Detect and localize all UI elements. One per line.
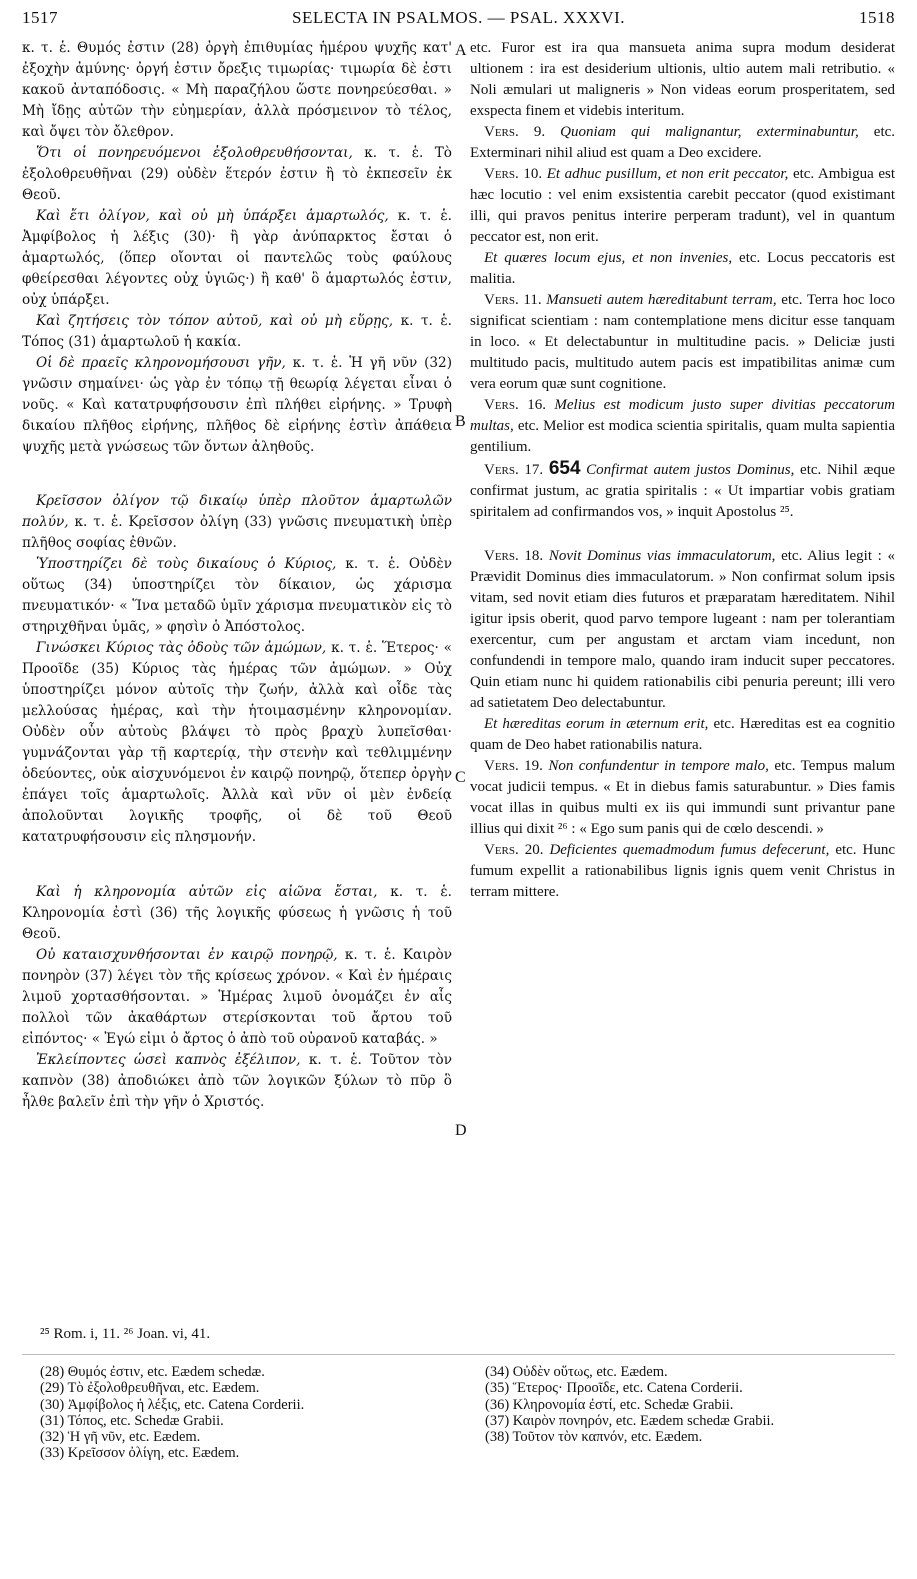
page-header	[22, 8, 895, 34]
latin-paragraph: Vers. 20. Deficientes quemadmodum fumus defecerunt, etc. Hunc fumum expellit a rationabilibus lignis ignis quem venit Christus in terram mittere.	[470, 842, 895, 900]
greek-paragraph: Ὑποστηρίζει δὲ τοὺς δικαίους ὁ Κύριος, κ. τ. ἑ. Οὐδὲν οὕτως (34) ὑποστηρίζει τὸν δίκαιον, ὡς χάρισμα πνευματικόν· « Ἵνα μεταδῶ ὑμῖν χάρισμα πνευματικὸν εἰς τὸ στηριχθῆναι ὑμᾶς, » φησὶν ὁ Ἀπόστολος.	[22, 556, 452, 635]
greek-paragraph: Κρεῖσσον ὀλίγον τῷ δικαίῳ ὑπὲρ πλοῦτον ἁμαρτωλῶν πολύν, κ. τ. ἑ. Κρεῖσσον ὀλίγη (33) γνῶσις πνευματικὴ ὑπὲρ πλῆθος σοφίας ἐθνῶν.	[22, 493, 452, 551]
latin-column	[470, 38, 895, 903]
greek-paragraph: Γινώσκει Κύριος τὰς ὁδοὺς τῶν ἀμώμων, κ. τ. ἑ. Ἕτερος· « Προοῖδε (35) Κύριος τὰς ἡμέρας τῶν ἀμώμων. » Οὐχ ὑποστηρίζει μόνον αὐτοῖς τὴν ζωήν, ἀλλὰ καὶ οἶδε τὰς μελλούσας ἡμέρας, καὶ τὴν ἡτοιμασμένην κληρονομίαν. Οὐδὲν οὖν αὐτοὺς βλάψει τὸ πρὸς βραχὺ λυπεῖσθαι· γυμνάζονται γὰρ τῇ καρτερίᾳ, τὴν στενὴν καὶ τεθλιμμένην ὁδεύοντες, οὐκ αἰσχυνόμενοι ἐν καιρῷ πονηρῷ, ὅτεπερ ὀργὴν ἐπάγει τοῖς ἁμαρτωλοῖς. Ἀλλὰ καὶ νῦν οἱ μὲν ἐνδείᾳ ἀπολοῦνται λογικῆς τροφῆς, οἱ δὲ τοῦ Θεοῦ κατατρυφήσουσιν εἰς πλησμονήν.	[22, 640, 452, 845]
margin-letter-d: D	[455, 1122, 467, 1139]
footnote-references: ²⁵ Rom. i, 11. ²⁶ Joan. vi, 41.	[40, 1326, 211, 1342]
footnote: (31) Τόπος, etc. Schedæ Grabii.	[40, 1412, 224, 1429]
footnote: (38) Τοῦτον τὸν καπνόν, etc. Eædem.	[485, 1429, 703, 1446]
greek-paragraph: Οἱ δὲ πραεῖς κληρονομήσουσι γῆν, κ. τ. ἑ. Ἡ γῆ νῦν (32) γνῶσιν σημαίνει· ὡς γὰρ ἐν τόπῳ τῇ θεωρίᾳ λέγεται εἶναι ὁ νοῦς. « Καὶ κατατρυφήσουσιν ἐπὶ πλήθει εἰρήνης. » Τρυφὴ δικαίου πλῆθος εἰρήνης, πλῆθος δὲ εἰρήνης ἐστὶν ἀπάθεια ψυχῆς μετὰ γνώσεως τῶν ὄντων ἀληθοῦς.	[22, 355, 452, 455]
latin-paragraph: Vers. 18. Novit Dominus vias immaculatorum, etc. Alius legit : « Prævidit Dominus dies immaculatorum. » Non confirmat solum ipsis vitam, sed novit etiam dies futuros et præparatam hæreditatem. Nihil igitur ipsis oberit, quod parvo tempore lugeant : nam per tolerantiam exercentur, cum per angustam et arctam viam incedunt, non confundendi in tempore malo, quando iram inducit super peccatores. Quin etiam nunc hi quidem rationabilis cibi penuria pereunt; illi vero ad satietatem Deo delectabuntur.	[470, 548, 896, 711]
greek-paragraph: Ἐκλείποντες ὡσεὶ καπνὸς ἐξέλιπον, κ. τ. ἑ. Τοῦτον τὸν καπνὸν (38) ἀποδιώκει ἀπὸ τῶν λογικῶν ξύλων τὸ πῦρ ὃ ἦλθε βαλεῖν ἐπὶ τὴν γῆν ὁ Χριστός.	[22, 1052, 453, 1110]
latin-paragraph: Vers. 11. Mansueti autem hæreditabunt terram, etc. Terra hoc loco significat scientiam : nam contemplatione mens dicitur esse tanquam in loco. « Et delectabuntur in multitudine pacis. » Deliciæ justi multitudo pacis, multitudo autem pacis est impatibilitas animæ cum vera eorum quæ sunt cognitione.	[470, 292, 896, 392]
margin-letter-b: B	[455, 413, 466, 430]
footnotes-right	[485, 1364, 895, 1445]
footnotes-left	[40, 1364, 450, 1462]
margin-letter-c: C	[455, 769, 466, 786]
latin-paragraph: Vers. 10. Et adhuc pusillum, et non erit peccator, etc. Ambigua est hæc locutio : vel enim exsistentia carebit peccator (quod existimant illi, qui pravos penitus interire perperam tradunt), vel in quantum peccator est, non erit.	[470, 166, 896, 245]
footnote: (35) Ἕτερος· Προοῖδε, etc. Catena Corderii.	[485, 1380, 743, 1397]
greek-column	[22, 38, 452, 1113]
latin-paragraph: Vers. 9. Quoniam qui malignantur, exterminabuntur, etc. Exterminari nihil aliud est quam a Deo excidere.	[470, 124, 896, 161]
footnote: (34) Οὐδὲν οὕτως, etc. Eædem.	[485, 1364, 668, 1380]
footnote: (32) Ἡ γῆ νῦν, etc. Eædem.	[40, 1429, 201, 1446]
greek-paragraph: Καὶ ἡ κληρονομία αὐτῶν εἰς αἰῶνα ἔσται, κ. τ. ἑ. Κληρονομία ἐστὶ (36) τῆς λογικῆς φύσεως ἡ γνῶσις ἡ τοῦ Θεοῦ.	[22, 884, 452, 942]
left-column-number: 1517	[22, 8, 58, 27]
footnote: (28) Θυμός ἐστιν, etc. Eædem schedæ.	[40, 1364, 265, 1380]
latin-paragraph: Et quæres locum ejus, et non invenies, etc. Locus peccatoris est malitia.	[470, 250, 896, 287]
greek-paragraph: Ὅτι οἱ πονηρευόμενοι ἐξολοθρευθήσονται, κ. τ. ἑ. Τὸ ἐξολοθρευθῆναι (29) οὐδὲν ἕτερόν ἐστιν ἢ τὸ ἐκπεσεῖν ἐκ Θεοῦ.	[22, 145, 452, 203]
footnote: (33) Κρεῖσσον ὀλίγη, etc. Eædem.	[40, 1445, 240, 1462]
latin-paragraph: etc. Furor est ira qua mansueta anima supra modum desiderat ultionem : ira est desiderium ultionis, ultio autem mali retributio. « Noli æmulari ut maligneris » Non videas eorum prosperitatem, sed exspecta finem et videbis interitum.	[470, 40, 895, 119]
latin-paragraph: Vers. 16. Melius est modicum justo super divitias peccatorum multas, etc. Melior est modica scientia spiritalis, quam multa sapientia gentilium.	[470, 397, 896, 455]
margin-letter-a: A	[455, 42, 467, 59]
latin-paragraph: Vers. 19. Non confundentur in tempore malo, etc. Tempus malum vocat judicii tempus. « Et in diebus famis saturabuntur. » Dies famis vocat illas in quibus multi ex iis qui immundi sunt privantur pane illius qui dixit ²⁶ : « Ego sum panis qui de cœlo descendi. »	[470, 758, 896, 837]
greek-paragraph: Καὶ ἔτι ὀλίγον, καὶ οὐ μὴ ὑπάρξει ἁμαρτωλός, κ. τ. ἑ. Ἀμφίβολος ἡ λέξις (30)· ἢ γὰρ ἀνύπαρκτος ἔσται ὁ ἁμαρτωλός, (ὅπερ οἴονται οἱ παντελῶς τοὺς φαύλους φθείρεσθαι λέγοντες οὐχ ὑγιῶς·) ἢ καθ' ὃ ἁμαρτωλός ἐστιν, οὐχ ὑπάρξει.	[22, 208, 452, 308]
footnote: (37) Καιρὸν πονηρόν, etc. Eædem schedæ Grabii.	[485, 1412, 775, 1429]
footnote-divider	[22, 1354, 895, 1355]
right-column-number: 1518	[859, 8, 895, 27]
footnote: (30) Ἀμφίβολος ἡ λέξις, etc. Catena Corderii.	[40, 1396, 305, 1413]
latin-paragraph: Vers. 17. 654 Confirmat autem justos Dominus, etc. Nihil æque confirmat justum, ac gratia spiritalis : « Ut impartiar vobis gratiam spiritalem ad confirmandos vos, » inquit Apostolus ²⁵.	[470, 458, 896, 520]
column-number-654: 654	[548, 458, 581, 479]
footnote: (36) Κληρονομία ἐστί, etc. Schedæ Grabii.	[485, 1396, 734, 1413]
footnote: (29) Τὸ ἐξολοθρευθῆναι, etc. Eædem.	[40, 1380, 260, 1397]
latin-paragraph: Et hæreditas eorum in æternum erit, etc. Hæreditas est ea cognitio quam de Deo habet rationabilis natura.	[470, 716, 895, 753]
greek-paragraph: Οὐ καταισχυνθήσονται ἐν καιρῷ πονηρῷ, κ. τ. ἑ. Καιρὸν πονηρὸν (37) λέγει τὸν τῆς κρίσεως χρόνον. « Καὶ ἐν ἡμέραις λιμοῦ χορτασθήσονται. » Ἡμέρας λιμοῦ ὀνομάζει ἐν αἷς πολλοὶ τῶν ἀκαθάρτων στερίσκονται τοῦ ἄρτου τοῦ εἰπόντος· « Ἐγώ εἰμι ὁ ἄρτος ὁ ἀπὸ τοῦ οὐρανοῦ καταβάς. »	[22, 947, 452, 1047]
greek-paragraph: κ. τ. ἑ. Θυμός ἐστιν (28) ὀργὴ ἐπιθυμίας ἡμέρου ψυχῆς κατ' ἐξοχὴν ἀμύνης· ὀργή ἐστιν ὄρεξις τιμωρίας· τιμωρία δὲ ἐστι κακοῦ ἀνταπόδοσις. « Μὴ παραζήλου ὥστε πονηρεύεσθαι. » Μὴ ἴδῃς αὐτῶν τὴν εὐημερίαν, ἀλλὰ πρόσμεινον τὸ τέλος, καὶ ὄψει τὸν ὄλεθρον.	[22, 40, 452, 140]
greek-paragraph: Καὶ ζητήσεις τὸν τόπον αὐτοῦ, καὶ οὐ μὴ εὕρῃς, κ. τ. ἑ. Τόπος (31) ἁμαρτωλοῦ ἡ κακία.	[22, 313, 453, 350]
running-title: SELECTA IN PSALMOS. — PSAL. XXXVI.	[291, 8, 625, 27]
